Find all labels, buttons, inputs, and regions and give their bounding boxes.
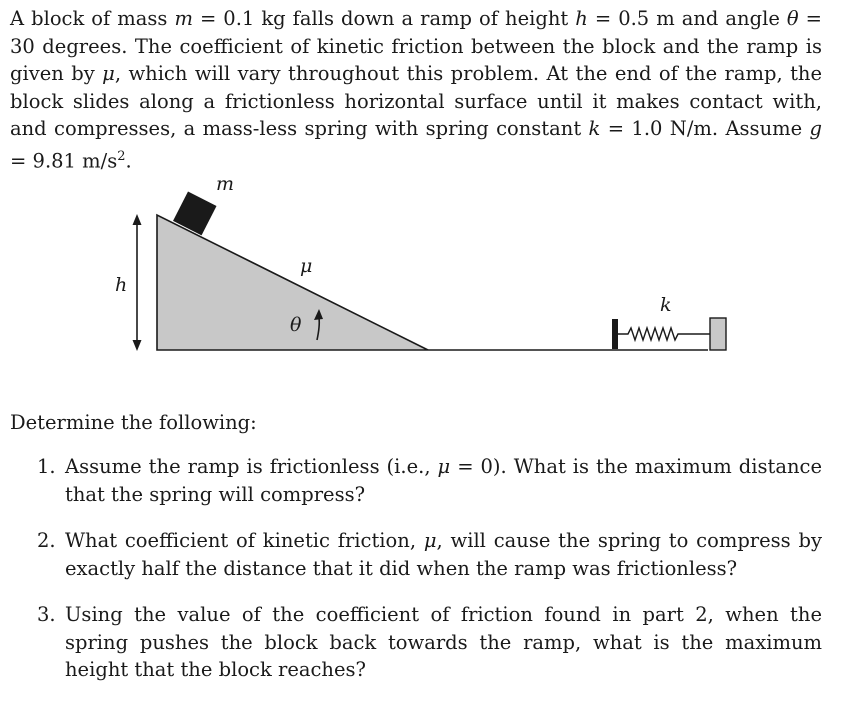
- symbol-m: m: [174, 7, 193, 30]
- symbol-mu: μ: [102, 62, 115, 85]
- question-text: Using the value of the coefficient of friction found in part 2, when the spring pushes the block back towards the ramp, what is the maximum height that the block reaches?: [65, 603, 822, 681]
- spring-coil: [618, 328, 710, 340]
- symbol-g: g: [809, 117, 822, 140]
- label-theta: θ: [290, 314, 302, 336]
- exponent: 2: [117, 148, 126, 164]
- problem-text: , which will vary throughout this problem. At the end of the ramp, the block slides along a frictionless horizontal surface until it makes contact with, and compresses, a mass-less spring with spring constant: [10, 62, 822, 140]
- question-number: 3.: [37, 603, 56, 626]
- label-mu: μ: [300, 255, 313, 277]
- label-m: m: [216, 173, 235, 195]
- problem-text: A block of mass: [10, 7, 175, 30]
- question-number: 2.: [37, 529, 56, 552]
- question-1: [10, 453, 822, 508]
- problem-text: = 9.81 m/s: [10, 149, 118, 172]
- problem-text: .: [125, 149, 132, 172]
- problem-text: = 0.5 m and angle: [587, 7, 787, 30]
- label-h: h: [115, 274, 128, 296]
- symbol-mu: μ: [423, 529, 437, 552]
- height-arrow: [133, 214, 142, 351]
- symbol-h: h: [575, 7, 588, 30]
- question-text: What coefficient of kinetic friction,: [65, 529, 424, 552]
- ramp-diagram: [0, 160, 856, 390]
- problem-text: = 1.0 N/m. Assume: [600, 117, 810, 140]
- problem-text: = 30 degrees. The coefficient of kinetic friction between the block and the ramp is given by: [10, 7, 822, 85]
- question-text: , will cause the spring to compress by exactly half the distance that it did when the ramp was frictionless?: [65, 529, 822, 580]
- spring: [612, 318, 726, 350]
- instructions: Determine the following:: [10, 411, 257, 434]
- question-list: [10, 453, 822, 703]
- question-2: [10, 527, 822, 582]
- symbol-theta: θ: [786, 7, 799, 30]
- question-3: [10, 601, 822, 684]
- question-number: 1.: [37, 455, 56, 478]
- problem-statement: [10, 5, 822, 175]
- symbol-k: k: [588, 117, 601, 140]
- label-k: k: [660, 294, 672, 316]
- question-text: = 0). What is the maximum distance that the spring will compress?: [65, 455, 822, 506]
- spring-plate: [710, 318, 726, 350]
- question-text: Assume the ramp is frictionless (i.e.,: [65, 455, 438, 478]
- symbol-mu: μ: [437, 455, 451, 478]
- spring-wall: [612, 319, 618, 349]
- problem-text: = 0.1 kg falls down a ramp of height: [192, 7, 576, 30]
